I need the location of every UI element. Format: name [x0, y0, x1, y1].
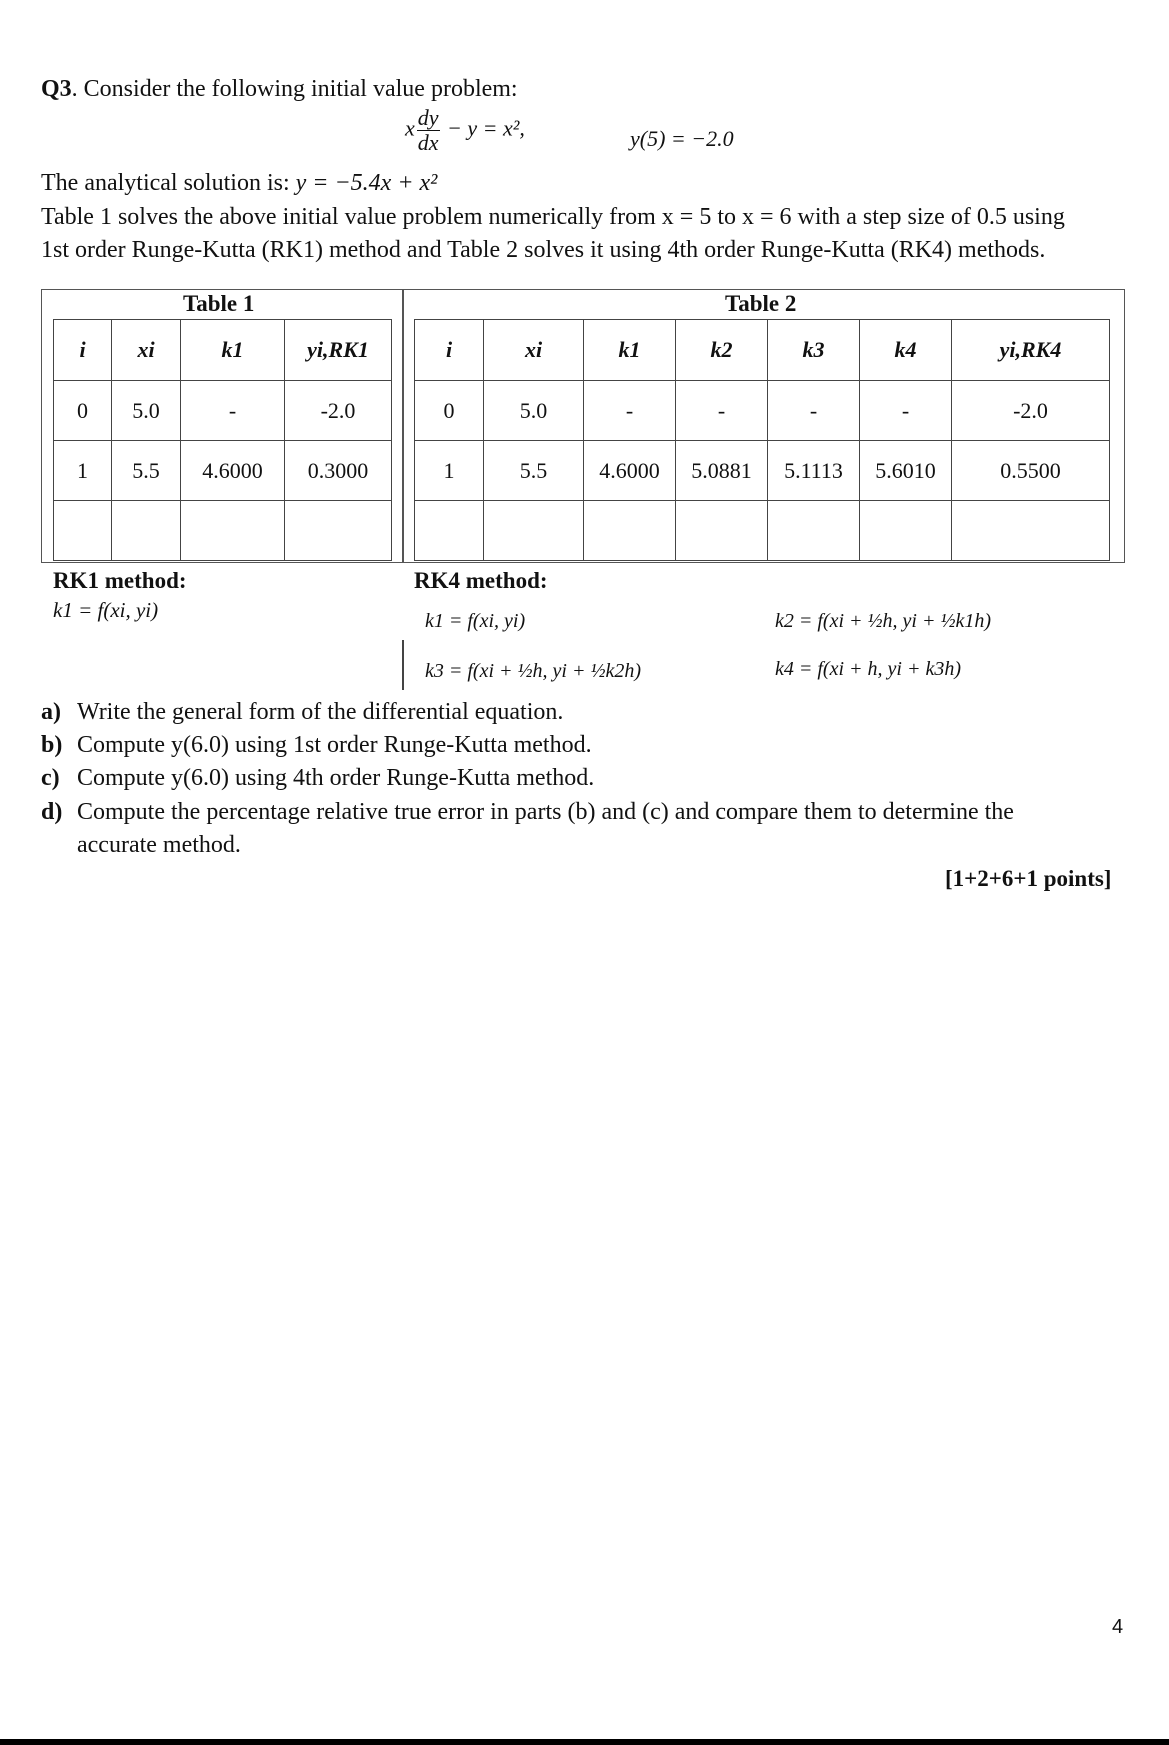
table1-cell: [181, 501, 285, 561]
table2-cell: [860, 501, 952, 561]
analytical-solution-line: [41, 170, 437, 197]
table2-cell: [768, 501, 860, 561]
table1-header-xi: xi: [112, 320, 181, 381]
points-summary: [1+2+6+1 points]: [945, 866, 1112, 891]
rk4-k4-formula: k4 = f(xi + h, yi + k3h): [775, 658, 961, 680]
table1-title: Table 1: [183, 291, 255, 316]
table2-cell: 0.5500: [952, 441, 1110, 501]
table2-header-k3: k3: [768, 320, 860, 381]
table2-cell: [415, 501, 484, 561]
table2-cell: -: [584, 381, 676, 441]
part-d-continuation: accurate method.: [77, 832, 241, 858]
table2-cell: [584, 501, 676, 561]
table2-cell: 5.5: [484, 441, 584, 501]
table2-cell: 1: [415, 441, 484, 501]
table2-cell: 5.0881: [676, 441, 768, 501]
table2-cell: [676, 501, 768, 561]
rk4-k2-formula: k2 = f(xi + ½h, yi + ½k1h): [775, 610, 991, 632]
table1-cell: 5.0: [112, 381, 181, 441]
table2-header-k4: k4: [860, 320, 952, 381]
table2-cell: -2.0: [952, 381, 1110, 441]
table1-cell: -: [181, 381, 285, 441]
bottom-rule: [0, 1739, 1169, 1745]
part-b: [41, 732, 592, 759]
part-b-label: b): [41, 732, 63, 758]
table1: [53, 319, 392, 561]
table-row: [54, 501, 392, 561]
table1-cell: 4.6000: [181, 441, 285, 501]
table1-header-yi: yi,RK1: [285, 320, 392, 381]
rk4-title: RK4 method:: [414, 568, 548, 593]
rk4-k3-formula: k3 = f(xi + ½h, yi + ½k2h): [425, 660, 641, 682]
table1-cell: [112, 501, 181, 561]
table1-cell: 0: [54, 381, 112, 441]
table1-cell: 5.5: [112, 441, 181, 501]
table2-cell: [484, 501, 584, 561]
table2-cell: -: [676, 381, 768, 441]
table2-title: Table 2: [725, 291, 797, 316]
tables-divider: [402, 290, 404, 562]
table-row: [415, 501, 1110, 561]
table2-cell: 0: [415, 381, 484, 441]
table1-cell: -2.0: [285, 381, 392, 441]
table2-cell: 5.0: [484, 381, 584, 441]
rk4-k1-formula: k1 = f(xi, yi): [425, 610, 526, 632]
table-row: [54, 441, 392, 501]
part-b-text: Compute y(6.0) using 1st order Runge-Kutta method.: [77, 732, 592, 758]
part-a-label: a): [41, 699, 61, 725]
part-d: [41, 799, 1014, 826]
table2-cell: -: [860, 381, 952, 441]
table-row: [415, 441, 1110, 501]
part-c-text: Compute y(6.0) using 4th order Runge-Kutta method.: [77, 765, 595, 791]
initial-condition: y(5) = −2.0: [630, 126, 734, 151]
table-row: [415, 381, 1110, 441]
table2-cell: [952, 501, 1110, 561]
table2: [414, 319, 1110, 561]
table1-header-i: i: [54, 320, 112, 381]
ode-equation: x $\frac{dy}{dx}$ − y = x²,: [405, 105, 525, 155]
table-row: [54, 381, 392, 441]
part-d-label: d): [41, 799, 63, 825]
table1-cell: 1: [54, 441, 112, 501]
table1-cell: 0.3000: [285, 441, 392, 501]
table2-header-k1: k1: [584, 320, 676, 381]
table2-cell: -: [768, 381, 860, 441]
table1-header-k1: k1: [181, 320, 285, 381]
part-a-text: Write the general form of the differential equation.: [77, 699, 564, 725]
page-number: 4: [1112, 1616, 1124, 1638]
rk4-divider: [402, 640, 404, 690]
table1-cell: [54, 501, 112, 561]
table2-cell: 5.6010: [860, 441, 952, 501]
part-a: [41, 699, 563, 726]
part-c-label: c): [41, 765, 60, 791]
part-c: [41, 765, 594, 792]
question-number: Q3: [41, 76, 72, 102]
table2-header-k2: k2: [676, 320, 768, 381]
question-intro: [41, 76, 518, 103]
table2-header-xi: xi: [484, 320, 584, 381]
description-line-1: Table 1 solves the above initial value problem numerically from x = 5 to x = 6 with a step size of 0.5 using: [41, 204, 1065, 230]
rk1-title: RK1 method:: [53, 568, 187, 593]
table2-cell: 4.6000: [584, 441, 676, 501]
question-intro-text: . Consider the following initial value problem:: [71, 76, 518, 102]
rk1-k1-formula: k1 = f(xi, yi): [53, 598, 159, 622]
table2-cell: 5.1113: [768, 441, 860, 501]
table2-header-i: i: [415, 320, 484, 381]
analytical-solution: y = −5.4x + x²: [295, 170, 438, 196]
part-d-text: Compute the percentage relative true error in parts (b) and (c) and compare them to determine the: [77, 799, 1014, 825]
description-line-2: 1st order Runge-Kutta (RK1) method and Table 2 solves it using 4th order Runge-Kutta (RK4) methods.: [41, 237, 1046, 263]
table1-cell: [285, 501, 392, 561]
analytical-prefix: The analytical solution is:: [41, 170, 296, 196]
table2-header-yi: yi,RK4: [952, 320, 1110, 381]
